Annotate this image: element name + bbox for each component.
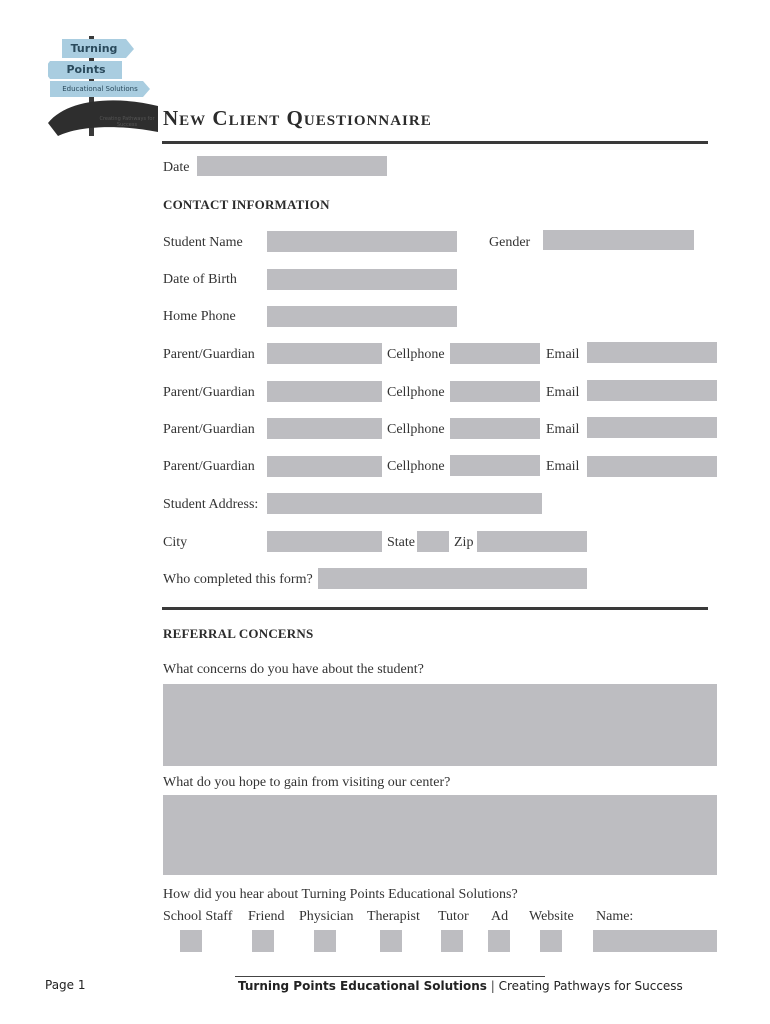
option-website-label: Website [529, 909, 574, 924]
parent-label: Parent/Guardian [163, 385, 255, 400]
gender-label: Gender [489, 235, 531, 250]
parent-label: Parent/Guardian [163, 459, 255, 474]
email-label: Email [546, 347, 580, 362]
school-staff-checkbox[interactable] [180, 930, 202, 952]
page-number: Page 1 [45, 978, 86, 992]
email-label: Email [546, 459, 580, 474]
email-field[interactable] [587, 380, 717, 401]
referral-name-field[interactable] [593, 930, 717, 952]
website-checkbox[interactable] [540, 930, 562, 952]
email-field[interactable] [587, 417, 717, 438]
contact-section-heading: CONTACT INFORMATION [163, 197, 330, 212]
page-title: New Client Questionnaire [163, 106, 432, 130]
cellphone-field[interactable] [450, 381, 540, 402]
option-therapist-label: Therapist [367, 909, 420, 924]
date-label: Date [163, 160, 190, 175]
option-physician-label: Physician [299, 909, 354, 924]
parent-field[interactable] [267, 343, 382, 364]
zip-label: Zip [454, 535, 474, 550]
cellphone-field[interactable] [450, 455, 540, 476]
cellphone-field[interactable] [450, 418, 540, 439]
who-completed-field[interactable] [318, 568, 587, 589]
dob-label: Date of Birth [163, 272, 237, 287]
ad-checkbox[interactable] [488, 930, 510, 952]
home-phone-field[interactable] [267, 306, 457, 327]
footer-separator: | [490, 979, 499, 993]
state-label: State [387, 535, 415, 550]
parent-field[interactable] [267, 418, 382, 439]
dob-field[interactable] [267, 269, 457, 290]
referral-source-question: How did you hear about Turning Points Educational Solutions? [163, 887, 518, 902]
physician-checkbox[interactable] [314, 930, 336, 952]
title-divider [162, 141, 708, 144]
footer-tagline: Creating Pathways for Success [498, 979, 683, 993]
footer-text [238, 979, 683, 993]
who-completed-label: Who completed this form? [163, 572, 313, 587]
state-field[interactable] [417, 531, 449, 552]
zip-field[interactable] [477, 531, 587, 552]
parent-label: Parent/Guardian [163, 422, 255, 437]
section-divider [162, 607, 708, 610]
email-field[interactable] [587, 342, 717, 363]
logo-sign-educational: Educational Solutions [62, 85, 138, 93]
student-name-label: Student Name [163, 235, 243, 250]
concerns-question: What concerns do you have about the student? [163, 662, 424, 677]
parent-field[interactable] [267, 381, 382, 402]
option-tutor-label: Tutor [438, 909, 469, 924]
friend-checkbox[interactable] [252, 930, 274, 952]
option-friend-label: Friend [248, 909, 285, 924]
referral-section-heading: REFERRAL CONCERNS [163, 626, 314, 641]
concerns-textarea[interactable] [163, 684, 717, 766]
logo-sign-turning: Turning [70, 42, 118, 55]
email-label: Email [546, 422, 580, 437]
tutor-checkbox[interactable] [441, 930, 463, 952]
logo-sign-points: Points [66, 63, 106, 76]
parent-field[interactable] [267, 456, 382, 477]
logo-tagline: Creating Pathways for Success [99, 116, 155, 128]
student-name-field[interactable] [267, 231, 457, 252]
hope-textarea[interactable] [163, 795, 717, 875]
cellphone-label: Cellphone [387, 459, 445, 474]
therapist-checkbox[interactable] [380, 930, 402, 952]
cellphone-label: Cellphone [387, 347, 445, 362]
cellphone-field[interactable] [450, 343, 540, 364]
email-label: Email [546, 385, 580, 400]
option-ad-label: Ad [491, 909, 509, 924]
date-field[interactable] [197, 156, 387, 176]
home-phone-label: Home Phone [163, 309, 236, 324]
footer-divider [235, 976, 545, 977]
hope-question: What do you hope to gain from visiting our center? [163, 775, 451, 790]
parent-label: Parent/Guardian [163, 347, 255, 362]
address-field[interactable] [267, 493, 542, 514]
footer-org: Turning Points Educational Solutions [238, 979, 487, 993]
email-field[interactable] [587, 456, 717, 477]
city-label: City [163, 535, 188, 550]
address-label: Student Address: [163, 497, 259, 512]
option-name-label: Name: [596, 909, 634, 924]
option-school-staff-label: School Staff [163, 909, 233, 924]
city-field[interactable] [267, 531, 382, 552]
cellphone-label: Cellphone [387, 422, 445, 437]
gender-field[interactable] [543, 230, 694, 250]
cellphone-label: Cellphone [387, 385, 445, 400]
